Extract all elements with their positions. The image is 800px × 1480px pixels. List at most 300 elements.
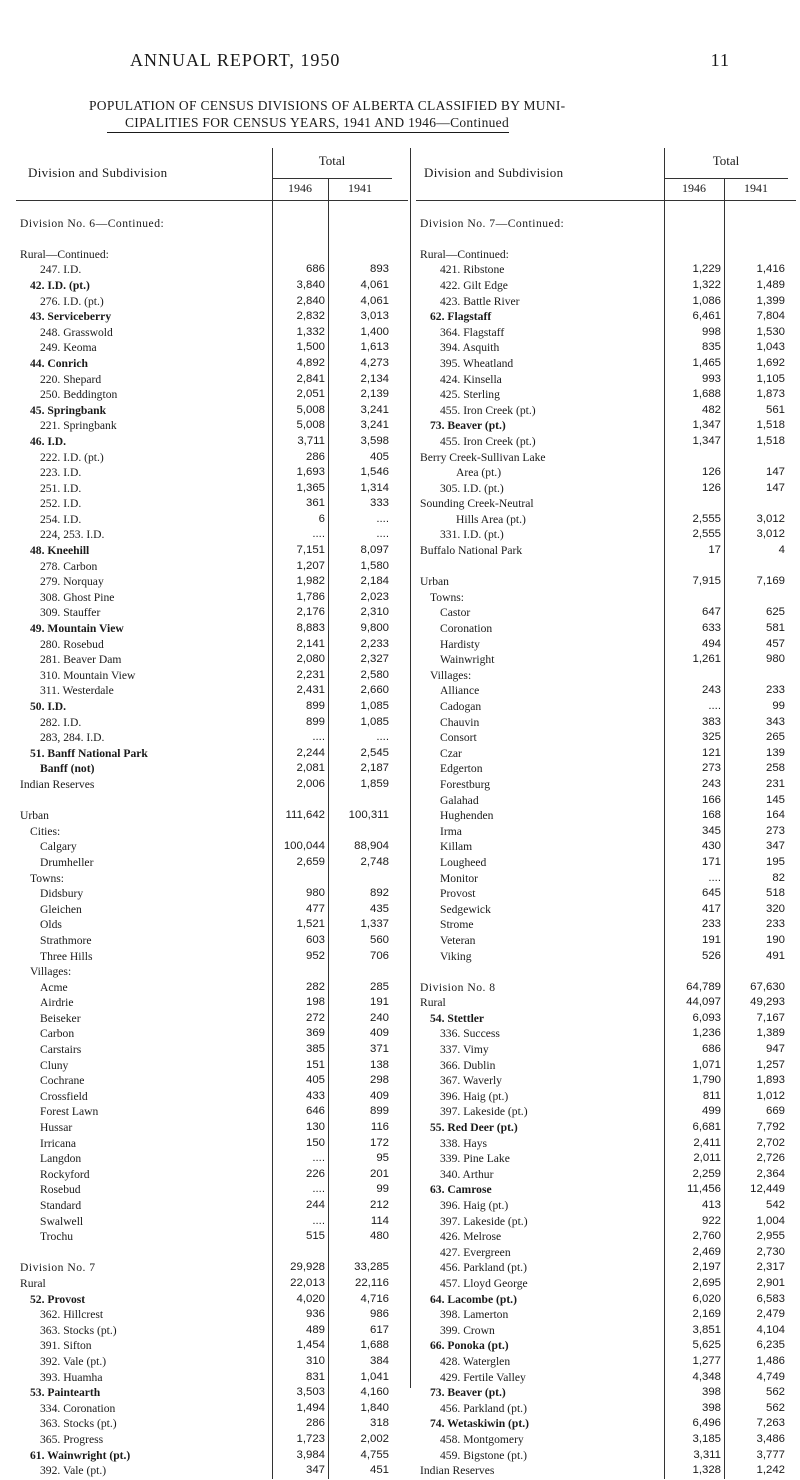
table-row <box>16 1371 408 1387</box>
table-row <box>16 295 408 311</box>
value-1946: 603 <box>305 933 325 946</box>
row-label: 424. Kinsella <box>440 372 502 386</box>
value-1946: 686 <box>305 263 325 276</box>
row-label: Three Hills <box>40 949 93 963</box>
table-row <box>416 1074 796 1090</box>
row-label: 280. Rosebud <box>40 637 104 651</box>
value-1946: 831 <box>305 1370 325 1383</box>
value-1946: 2,244 <box>296 746 325 759</box>
value-1946: 499 <box>701 1105 721 1118</box>
table-row <box>416 934 796 950</box>
left-table-header <box>16 148 408 201</box>
value-1941: 240 <box>369 1011 389 1024</box>
row-label: 421. Ribstone <box>440 263 505 277</box>
table-row <box>16 1215 408 1231</box>
value-1946: 2,832 <box>296 310 325 323</box>
row-label: Rural <box>20 1276 46 1290</box>
value-1946: 1,236 <box>692 1027 721 1040</box>
value-1946: 191 <box>701 933 721 946</box>
value-1946: 4,348 <box>692 1370 721 1383</box>
value-1941: 561 <box>765 403 785 416</box>
value-1941: 2,545 <box>360 746 389 759</box>
table-row <box>416 1059 796 1075</box>
table-row <box>16 1449 408 1465</box>
value-1946: 899 <box>305 715 325 728</box>
row-label: 73. Beaver (pt.) <box>430 419 506 433</box>
value-1941: 4,061 <box>360 294 389 307</box>
row-label: Cochrane <box>40 1074 85 1088</box>
table-row <box>416 996 796 1012</box>
value-1941: 4,104 <box>756 1323 785 1336</box>
value-1946: 22,013 <box>290 1276 325 1289</box>
row-label: 282. I.D. <box>40 715 82 729</box>
table-row <box>16 404 408 420</box>
row-label: 455. Iron Creek (pt.) <box>440 434 536 448</box>
value-1946: 1,688 <box>692 388 721 401</box>
value-1941: 7,792 <box>756 1121 785 1134</box>
table-row <box>416 918 796 934</box>
row-label: 46. I.D. <box>30 434 67 448</box>
table-row <box>416 638 796 654</box>
row-label: 42. I.D. (pt.) <box>30 278 90 292</box>
value-1946: 7,915 <box>692 575 721 588</box>
value-1946: 1,347 <box>692 434 721 447</box>
row-label: Rural <box>420 996 446 1010</box>
row-label: 49. Mountain View <box>30 622 124 636</box>
value-1946: 3,503 <box>296 1386 325 1399</box>
value-1941: 7,804 <box>756 310 785 323</box>
table-row <box>16 310 408 326</box>
value-1946: 489 <box>305 1323 325 1336</box>
value-1946: 936 <box>305 1308 325 1321</box>
value-1946: 151 <box>305 1058 325 1071</box>
value-1941: 164 <box>765 809 785 822</box>
value-1941: 542 <box>765 1199 785 1211</box>
row-label: 44. Conrich <box>30 356 88 370</box>
value-1941: 2,139 <box>360 388 389 401</box>
year-1946-header: 1946 <box>682 181 706 195</box>
value-1941: .... <box>376 731 389 744</box>
row-label: Sounding Creek-Neutral <box>420 497 534 511</box>
row-label: 391. Sifton <box>40 1339 92 1353</box>
value-1941: 1,041 <box>360 1370 389 1383</box>
row-label: Hughenden <box>440 809 494 823</box>
value-1941: 2,702 <box>756 1136 785 1149</box>
row-label: 458. Montgomery <box>440 1432 524 1446</box>
value-1946: 922 <box>701 1214 721 1227</box>
row-label: 43. Serviceberry <box>30 310 112 324</box>
row-label: 396. Haig (pt.) <box>440 1199 509 1212</box>
table-row <box>16 263 408 279</box>
value-1946: 1,500 <box>296 341 325 354</box>
row-label: Swalwell <box>40 1214 84 1228</box>
value-1941: 8,097 <box>360 544 389 557</box>
table-row <box>16 1105 408 1121</box>
row-label: Provost <box>440 887 476 901</box>
table-row <box>16 762 408 778</box>
value-1941: 892 <box>369 887 389 900</box>
value-1946: 2,011 <box>693 1152 721 1165</box>
column-rule <box>272 148 273 1479</box>
value-1941: 212 <box>369 1199 389 1211</box>
value-1941: 99 <box>772 700 785 712</box>
value-1946: 6,681 <box>692 1121 721 1134</box>
value-1941: 7,263 <box>756 1417 785 1430</box>
table-row <box>16 201 408 217</box>
value-1946: 2,555 <box>692 512 721 525</box>
value-1946: .... <box>312 528 325 541</box>
table-row <box>16 622 408 638</box>
value-1941: 1,840 <box>360 1401 389 1414</box>
value-1946: 273 <box>701 762 721 775</box>
row-label: 310. Mountain View <box>40 668 136 682</box>
table-row <box>16 1277 408 1293</box>
table-row <box>416 466 796 482</box>
value-1941: 100,311 <box>348 809 389 822</box>
value-1941: 2,730 <box>756 1245 785 1258</box>
table-row <box>416 295 796 311</box>
row-label: 66. Ponoka (pt.) <box>430 1339 509 1353</box>
value-1941: 273 <box>765 824 785 837</box>
value-1946: 361 <box>305 497 325 510</box>
table-row <box>416 669 796 685</box>
value-1946: .... <box>312 1152 325 1165</box>
value-1941: 562 <box>765 1386 785 1399</box>
value-1941: 33,285 <box>354 1261 389 1274</box>
value-1946: 347 <box>305 1464 325 1477</box>
table-row <box>16 825 408 841</box>
row-label: 457. Lloyd George <box>440 1276 528 1290</box>
table-row <box>416 341 796 357</box>
value-1941: 2,327 <box>360 653 389 666</box>
value-1941: 99 <box>376 1183 389 1196</box>
value-1946: 3,311 <box>693 1448 721 1461</box>
value-1946: 477 <box>305 902 325 915</box>
table-row <box>416 560 796 576</box>
row-label: Buffalo National Park <box>420 544 523 558</box>
row-label: 223. I.D. <box>40 466 82 480</box>
value-1946: 2,695 <box>692 1276 721 1289</box>
row-label: 220. Shepard <box>40 372 102 386</box>
table-row <box>16 1246 408 1262</box>
row-label: 396. Haig (pt.) <box>440 1089 509 1103</box>
row-label: Berry Creek-Sullivan Lake <box>420 450 546 464</box>
value-1941: 371 <box>369 1043 389 1056</box>
row-label: Gleichen <box>40 902 82 916</box>
value-1941: 7,169 <box>756 575 785 588</box>
row-label: Wainwright <box>440 653 495 667</box>
row-label: 397. Lakeside (pt.) <box>440 1105 528 1119</box>
value-1941: 1,085 <box>360 700 389 712</box>
value-1946: 383 <box>701 715 721 728</box>
value-1941: 451 <box>369 1464 389 1477</box>
row-label: 399. Crown <box>440 1323 495 1337</box>
row-label: 364. Flagstaff <box>440 325 505 339</box>
table-row <box>16 1230 408 1246</box>
row-label: 249. Keoma <box>40 341 97 355</box>
value-1946: 166 <box>701 793 721 806</box>
value-1946: 1,332 <box>296 325 325 338</box>
table-row <box>16 575 408 591</box>
value-1941: 2,660 <box>360 684 389 697</box>
row-label: 61. Wainwright (pt.) <box>30 1448 131 1462</box>
table-row <box>16 1090 408 1106</box>
value-1946: 645 <box>701 887 721 900</box>
value-1946: 1,207 <box>296 559 325 572</box>
row-label: Acme <box>40 980 68 994</box>
value-1941: 347 <box>765 840 785 853</box>
row-label: Coronation <box>440 622 493 636</box>
row-label: Calgary <box>40 840 77 854</box>
row-label: 283, 284. I.D. <box>40 731 105 745</box>
row-label: 331. I.D. (pt.) <box>440 528 504 542</box>
table-row <box>416 825 796 841</box>
row-label: Urban <box>20 809 49 823</box>
value-1941: 4,160 <box>360 1386 389 1399</box>
value-1946: 6,020 <box>692 1292 721 1305</box>
left-table-rows <box>16 201 408 1480</box>
value-1941: 947 <box>765 1043 785 1056</box>
value-1946: 2,081 <box>296 762 325 775</box>
row-label: 338. Hays <box>440 1136 488 1150</box>
column-rule <box>724 178 725 1479</box>
value-1946: .... <box>312 1214 325 1227</box>
value-1941: 2,184 <box>360 575 389 588</box>
table-row <box>16 1261 408 1277</box>
table-row <box>16 903 408 919</box>
value-1946: 494 <box>701 637 721 650</box>
table-row <box>416 591 796 607</box>
row-label: Division No. 6—Continued: <box>20 216 165 230</box>
table-row <box>416 1464 796 1480</box>
table-row <box>416 528 796 544</box>
value-1946: .... <box>312 1183 325 1196</box>
table-row <box>16 1199 408 1215</box>
value-1941: 1,416 <box>756 263 785 276</box>
table-row <box>416 747 796 763</box>
table-row <box>16 981 408 997</box>
value-1941: 6,235 <box>756 1339 785 1352</box>
value-1941: 265 <box>765 731 785 744</box>
value-1941: 3,486 <box>756 1432 785 1445</box>
row-label: Strome <box>440 918 474 932</box>
title-line-2: CIPALITIES FOR CENSUS YEARS, 1941 AND 1946—Continued <box>107 114 509 133</box>
value-1941: 147 <box>765 481 785 494</box>
total-column-header: Total <box>712 153 740 168</box>
value-1946: 2,051 <box>296 388 325 401</box>
value-1941: 384 <box>369 1354 389 1367</box>
table-row <box>416 684 796 700</box>
value-1941: 617 <box>369 1323 389 1336</box>
value-1941: 2,479 <box>756 1308 785 1321</box>
year-1941-header: 1941 <box>744 181 768 195</box>
value-1941: 3,012 <box>756 528 785 541</box>
value-1946: 6 <box>318 512 325 525</box>
value-1946: 345 <box>701 824 721 837</box>
table-row <box>416 575 796 591</box>
table-row <box>16 1027 408 1043</box>
row-label: 426. Melrose <box>440 1230 502 1244</box>
value-1946: 1,454 <box>296 1339 325 1352</box>
value-1946: 526 <box>701 949 721 962</box>
table-row <box>16 794 408 810</box>
row-label: 340. Arthur <box>440 1167 494 1181</box>
value-1941: 2,023 <box>360 590 389 603</box>
row-label: 363. Stocks (pt.) <box>40 1417 117 1431</box>
value-1946: 1,723 <box>296 1432 325 1445</box>
value-1941: 1,489 <box>756 278 785 291</box>
row-label: Langdon <box>40 1152 82 1166</box>
value-1946: 515 <box>305 1230 325 1243</box>
value-1946: 3,851 <box>692 1323 721 1336</box>
table-row <box>416 544 796 560</box>
row-label: 363. Stocks (pt.) <box>40 1323 117 1337</box>
value-1941: 1,893 <box>756 1074 785 1087</box>
row-label: 278. Carbon <box>40 559 98 573</box>
row-label: Hills Area (pt.) <box>456 512 526 526</box>
value-1946: 2,555 <box>692 528 721 541</box>
row-label: 428. Waterglen <box>440 1354 511 1368</box>
value-1946: 633 <box>701 622 721 635</box>
value-1946: .... <box>708 700 721 712</box>
row-label: Rockyford <box>40 1167 90 1181</box>
year-1946-header: 1946 <box>288 181 312 195</box>
table-row <box>416 856 796 872</box>
value-1941: 3,241 <box>360 403 389 416</box>
value-1941: 480 <box>369 1230 389 1243</box>
value-1946: 64,789 <box>686 980 721 993</box>
table-row <box>16 560 408 576</box>
row-label: Beiseker <box>40 1011 81 1025</box>
value-1941: 3,241 <box>360 419 389 432</box>
table-row <box>416 762 796 778</box>
value-1946: 2,080 <box>296 653 325 666</box>
row-label: 394. Asquith <box>440 341 500 355</box>
value-1941: 7,167 <box>756 1011 785 1024</box>
value-1941: .... <box>376 528 389 541</box>
value-1946: 980 <box>305 887 325 900</box>
row-label: Irricana <box>40 1136 77 1150</box>
table-row <box>16 1059 408 1075</box>
value-1946: 2,431 <box>296 684 325 697</box>
table-row <box>416 606 796 622</box>
value-1941: 139 <box>765 746 785 759</box>
value-1941: 1,486 <box>756 1354 785 1367</box>
table-row <box>16 1417 408 1433</box>
value-1941: 980 <box>765 653 785 666</box>
value-1946: 433 <box>305 1089 325 1102</box>
table-row <box>416 1090 796 1106</box>
row-label: 398. Lamerton <box>440 1308 509 1322</box>
value-1946: .... <box>708 871 721 884</box>
table-row <box>16 1308 408 1324</box>
value-1946: 398 <box>701 1401 721 1414</box>
value-1946: 835 <box>701 341 721 354</box>
value-1946: 385 <box>305 1043 325 1056</box>
row-label: 45. Springbank <box>30 403 107 417</box>
row-label: 395. Wheatland <box>440 356 514 370</box>
table-row <box>16 918 408 934</box>
row-label: Cities: <box>30 824 61 838</box>
table-row <box>16 591 408 607</box>
table-row <box>16 778 408 794</box>
value-1941: 22,116 <box>355 1276 389 1289</box>
row-label: 308. Ghost Pine <box>40 590 115 604</box>
value-1941: 147 <box>765 466 785 479</box>
value-1946: 482 <box>701 403 721 416</box>
value-1941: 706 <box>369 949 389 962</box>
table-row <box>416 716 796 732</box>
row-label: 362. Hillcrest <box>40 1308 104 1322</box>
value-1941: 1,085 <box>360 715 389 728</box>
table-row <box>16 528 408 544</box>
table-row <box>416 1355 796 1371</box>
value-1941: 1,337 <box>360 918 389 931</box>
table-row <box>416 700 796 716</box>
value-1946: 4,892 <box>296 356 325 369</box>
value-1941: 409 <box>369 1027 389 1040</box>
table-row <box>416 1371 796 1387</box>
value-1946: 430 <box>701 840 721 853</box>
table-row <box>416 482 796 498</box>
table-row <box>16 544 408 560</box>
value-1941: 1,580 <box>360 559 389 572</box>
row-label: Trochu <box>40 1230 74 1244</box>
value-1941: 3,777 <box>756 1448 785 1461</box>
value-1946: 1,277 <box>692 1354 721 1367</box>
value-1946: 417 <box>701 902 721 915</box>
table-row <box>16 809 408 825</box>
row-label: 250. Beddington <box>40 388 118 402</box>
table-row <box>416 326 796 342</box>
table-row <box>416 794 796 810</box>
table-row <box>16 965 408 981</box>
value-1946: 150 <box>305 1136 325 1149</box>
row-label: 51. Banff National Park <box>30 746 148 760</box>
row-label: 456. Parkland (pt.) <box>440 1261 527 1275</box>
value-1946: 2,006 <box>296 777 325 790</box>
table-row <box>416 731 796 747</box>
row-label: 48. Kneehill <box>30 544 90 558</box>
population-tables <box>16 148 786 1478</box>
value-1946: .... <box>312 731 325 744</box>
value-1941: 190 <box>765 933 785 946</box>
value-1941: 2,134 <box>360 372 389 385</box>
table-row <box>416 1043 796 1059</box>
value-1941: 2,901 <box>756 1276 785 1289</box>
row-label: 53. Paintearth <box>30 1386 101 1400</box>
row-label: Lougheed <box>440 855 487 869</box>
row-label: Carbon <box>40 1027 75 1041</box>
value-1946: 2,259 <box>692 1167 721 1180</box>
table-row <box>416 513 796 529</box>
value-1946: 811 <box>702 1089 721 1102</box>
table-row <box>16 513 408 529</box>
value-1941: 1,389 <box>756 1027 785 1040</box>
value-1941: 2,317 <box>756 1261 785 1274</box>
value-1946: 121 <box>701 746 721 759</box>
value-1946: 2,659 <box>296 855 325 868</box>
table-row <box>416 404 796 420</box>
value-1946: 5,008 <box>296 403 325 416</box>
value-1946: 6,093 <box>692 1011 721 1024</box>
total-column-header: Total <box>318 153 346 168</box>
table-row <box>416 1027 796 1043</box>
table-row <box>416 435 796 451</box>
value-1946: 233 <box>701 918 721 931</box>
value-1946: 7,151 <box>296 544 325 557</box>
value-1941: 343 <box>765 715 785 728</box>
